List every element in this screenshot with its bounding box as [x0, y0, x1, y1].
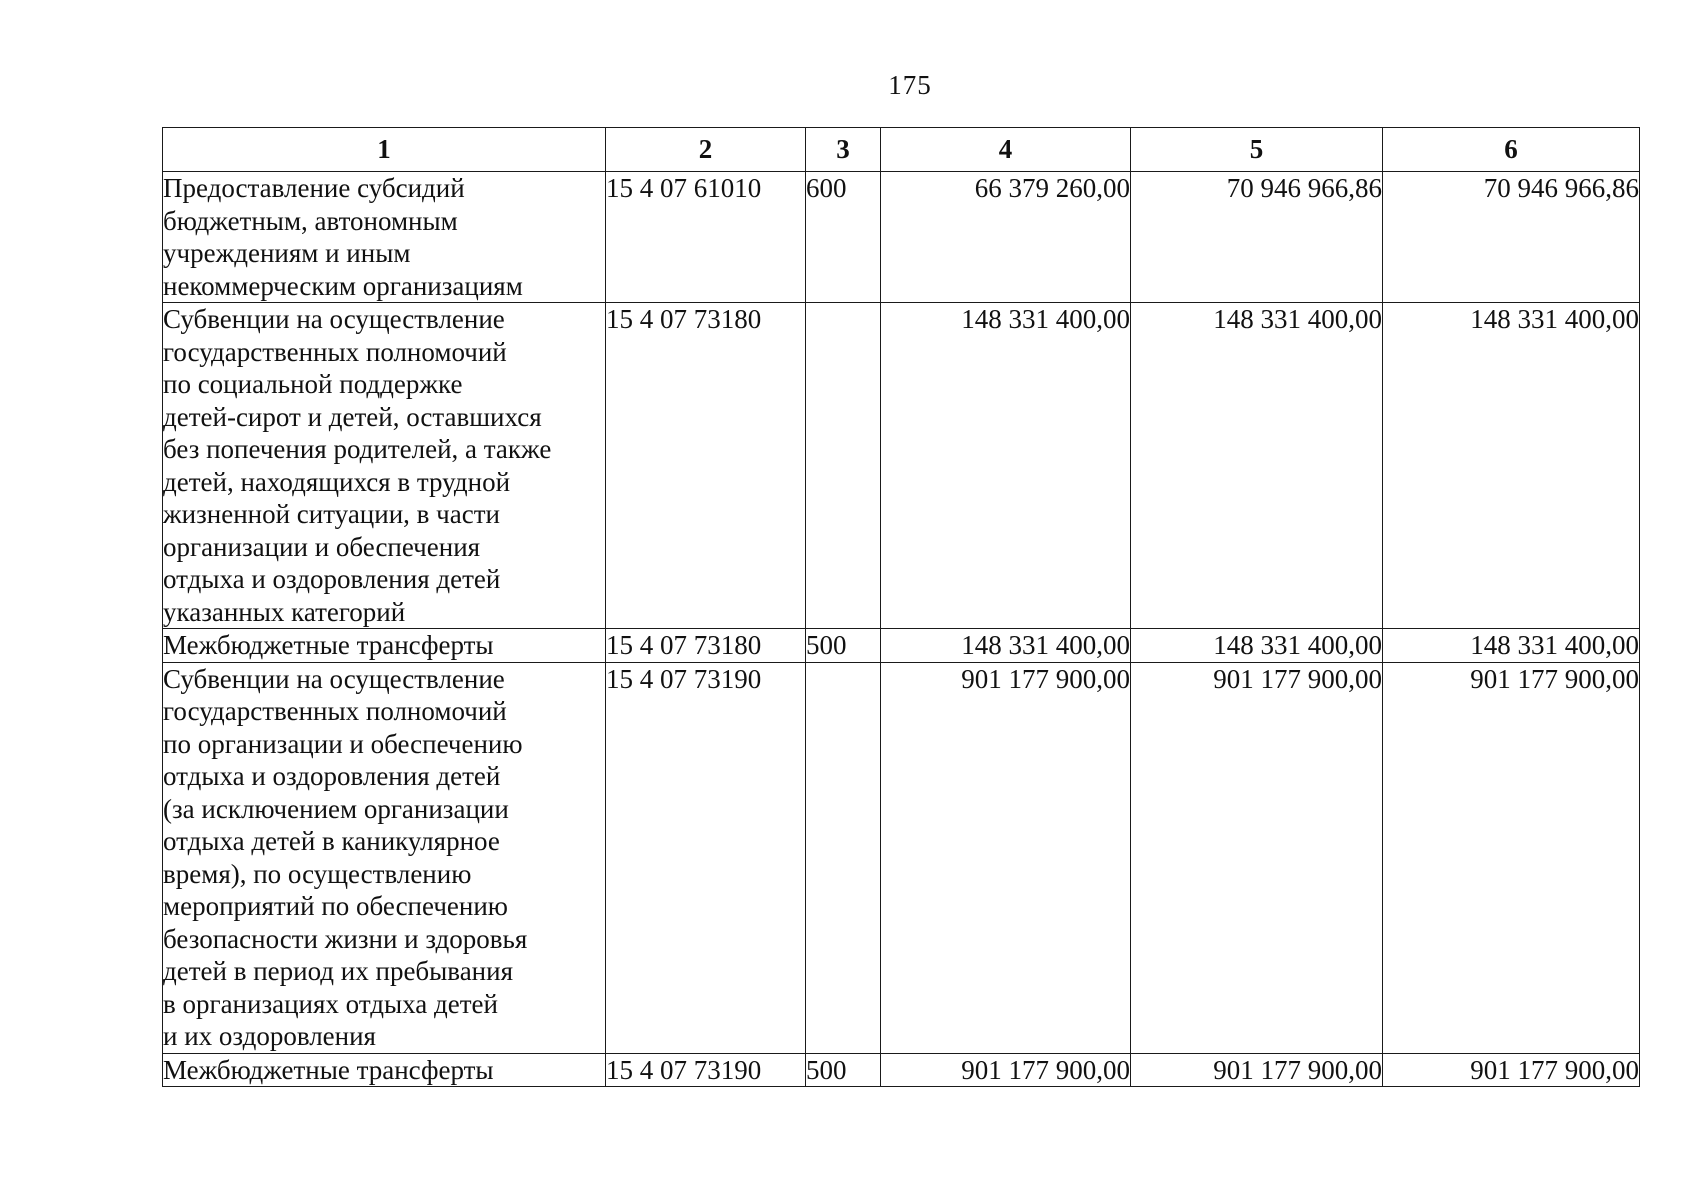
row-name-cell: [163, 1053, 606, 1087]
row-name-line: учреждениям и иным: [163, 238, 411, 268]
row-name-line: Субвенции на осуществление: [163, 663, 505, 694]
column-header-2: 2: [606, 128, 806, 172]
row-name-line: Межбюджетные трансферты: [163, 630, 494, 660]
row-name-line: бюджетным, автономным: [163, 205, 458, 236]
row-expense-type-cell: 500: [806, 629, 881, 663]
row-name-line: некоммерческим организациям: [163, 270, 523, 301]
row-value-col6-cell: 148 331 400,00: [1383, 303, 1640, 629]
row-name-cell: [163, 662, 606, 1053]
row-name-line: государственных полномочий: [163, 336, 507, 367]
row-value-col4-cell: 66 379 260,00: [881, 172, 1131, 303]
row-code-cell: 15 4 07 73190: [606, 1053, 806, 1087]
row-expense-type-cell: [806, 662, 881, 1053]
row-name-line: отдыха детей в каникулярное: [163, 826, 500, 856]
row-name-cell: [163, 629, 606, 663]
row-name-line: по организации и обеспечению: [163, 728, 523, 759]
row-value-col6-cell: 901 177 900,00: [1383, 1053, 1640, 1087]
row-name-line: Субвенции на осуществление: [163, 304, 505, 334]
row-value-col6-cell: 70 946 966,86: [1383, 172, 1640, 303]
row-code-cell: 15 4 07 73180: [606, 303, 806, 629]
row-name-line: жизненной ситуации, в части: [163, 499, 500, 529]
row-value-col6-cell: 148 331 400,00: [1383, 629, 1640, 663]
column-header-4: 4: [881, 128, 1131, 172]
row-name-line: детей-сирот и детей, оставшихся: [163, 401, 542, 432]
column-header-1: 1: [163, 128, 606, 172]
row-name-line: Межбюджетные трансферты: [163, 1054, 494, 1085]
budget-table: [162, 127, 1640, 1087]
row-name-line: отдыха и оздоровления детей: [163, 761, 501, 791]
table-row: [163, 172, 1640, 303]
row-name-line: детей, находящихся в трудной: [163, 466, 511, 497]
row-code-cell: 15 4 07 61010: [606, 172, 806, 303]
row-expense-type-cell: 500: [806, 1053, 881, 1087]
row-value-col5-cell: 901 177 900,00: [1131, 662, 1383, 1053]
table-row: [163, 629, 1640, 663]
row-code-cell: 15 4 07 73190: [606, 662, 806, 1053]
row-name-line: без попечения родителей, а также: [163, 434, 552, 464]
row-name-line: отдыха и оздоровления детей: [163, 564, 501, 594]
row-value-col4-cell: 148 331 400,00: [881, 303, 1131, 629]
row-expense-type-cell: [806, 303, 881, 629]
table-header-row: [163, 128, 1640, 172]
row-value-col6-cell: 901 177 900,00: [1383, 662, 1640, 1053]
row-name-line: мероприятий по обеспечению: [163, 891, 508, 921]
row-name-line: Предоставление субсидий: [163, 173, 465, 203]
row-value-col4-cell: 901 177 900,00: [881, 662, 1131, 1053]
row-name-line: безопасности жизни и здоровья: [163, 923, 528, 954]
row-value-col4-cell: 901 177 900,00: [881, 1053, 1131, 1087]
row-name-line: государственных полномочий: [163, 696, 507, 726]
table-row: [163, 303, 1640, 629]
row-expense-type-cell: 600: [806, 172, 881, 303]
row-name-line: (за исключением организации: [163, 793, 509, 824]
row-value-col5-cell: 70 946 966,86: [1131, 172, 1383, 303]
column-header-3: 3: [806, 128, 881, 172]
page-number: 175: [888, 70, 932, 100]
row-name-line: время), по осуществлению: [163, 858, 472, 889]
row-name-line: детей в период их пребывания: [163, 956, 513, 986]
column-header-6: 6: [1383, 128, 1640, 172]
row-name-line: указанных категорий: [163, 596, 406, 627]
column-header-5: 5: [1131, 128, 1383, 172]
table-row: [163, 1053, 1640, 1087]
row-name-line: организации и обеспечения: [163, 531, 481, 562]
row-code-cell: 15 4 07 73180: [606, 629, 806, 663]
table-body: [163, 172, 1640, 1087]
row-name-line: и их оздоровления: [163, 1021, 376, 1051]
row-value-col5-cell: 148 331 400,00: [1131, 629, 1383, 663]
row-name-cell: [163, 172, 606, 303]
table-row: [163, 662, 1640, 1053]
row-name-line: по социальной поддержке: [163, 369, 463, 399]
row-value-col5-cell: 901 177 900,00: [1131, 1053, 1383, 1087]
row-name-line: в организациях отдыха детей: [163, 988, 498, 1019]
row-value-col5-cell: 148 331 400,00: [1131, 303, 1383, 629]
row-value-col4-cell: 148 331 400,00: [881, 629, 1131, 663]
row-name-cell: [163, 303, 606, 629]
